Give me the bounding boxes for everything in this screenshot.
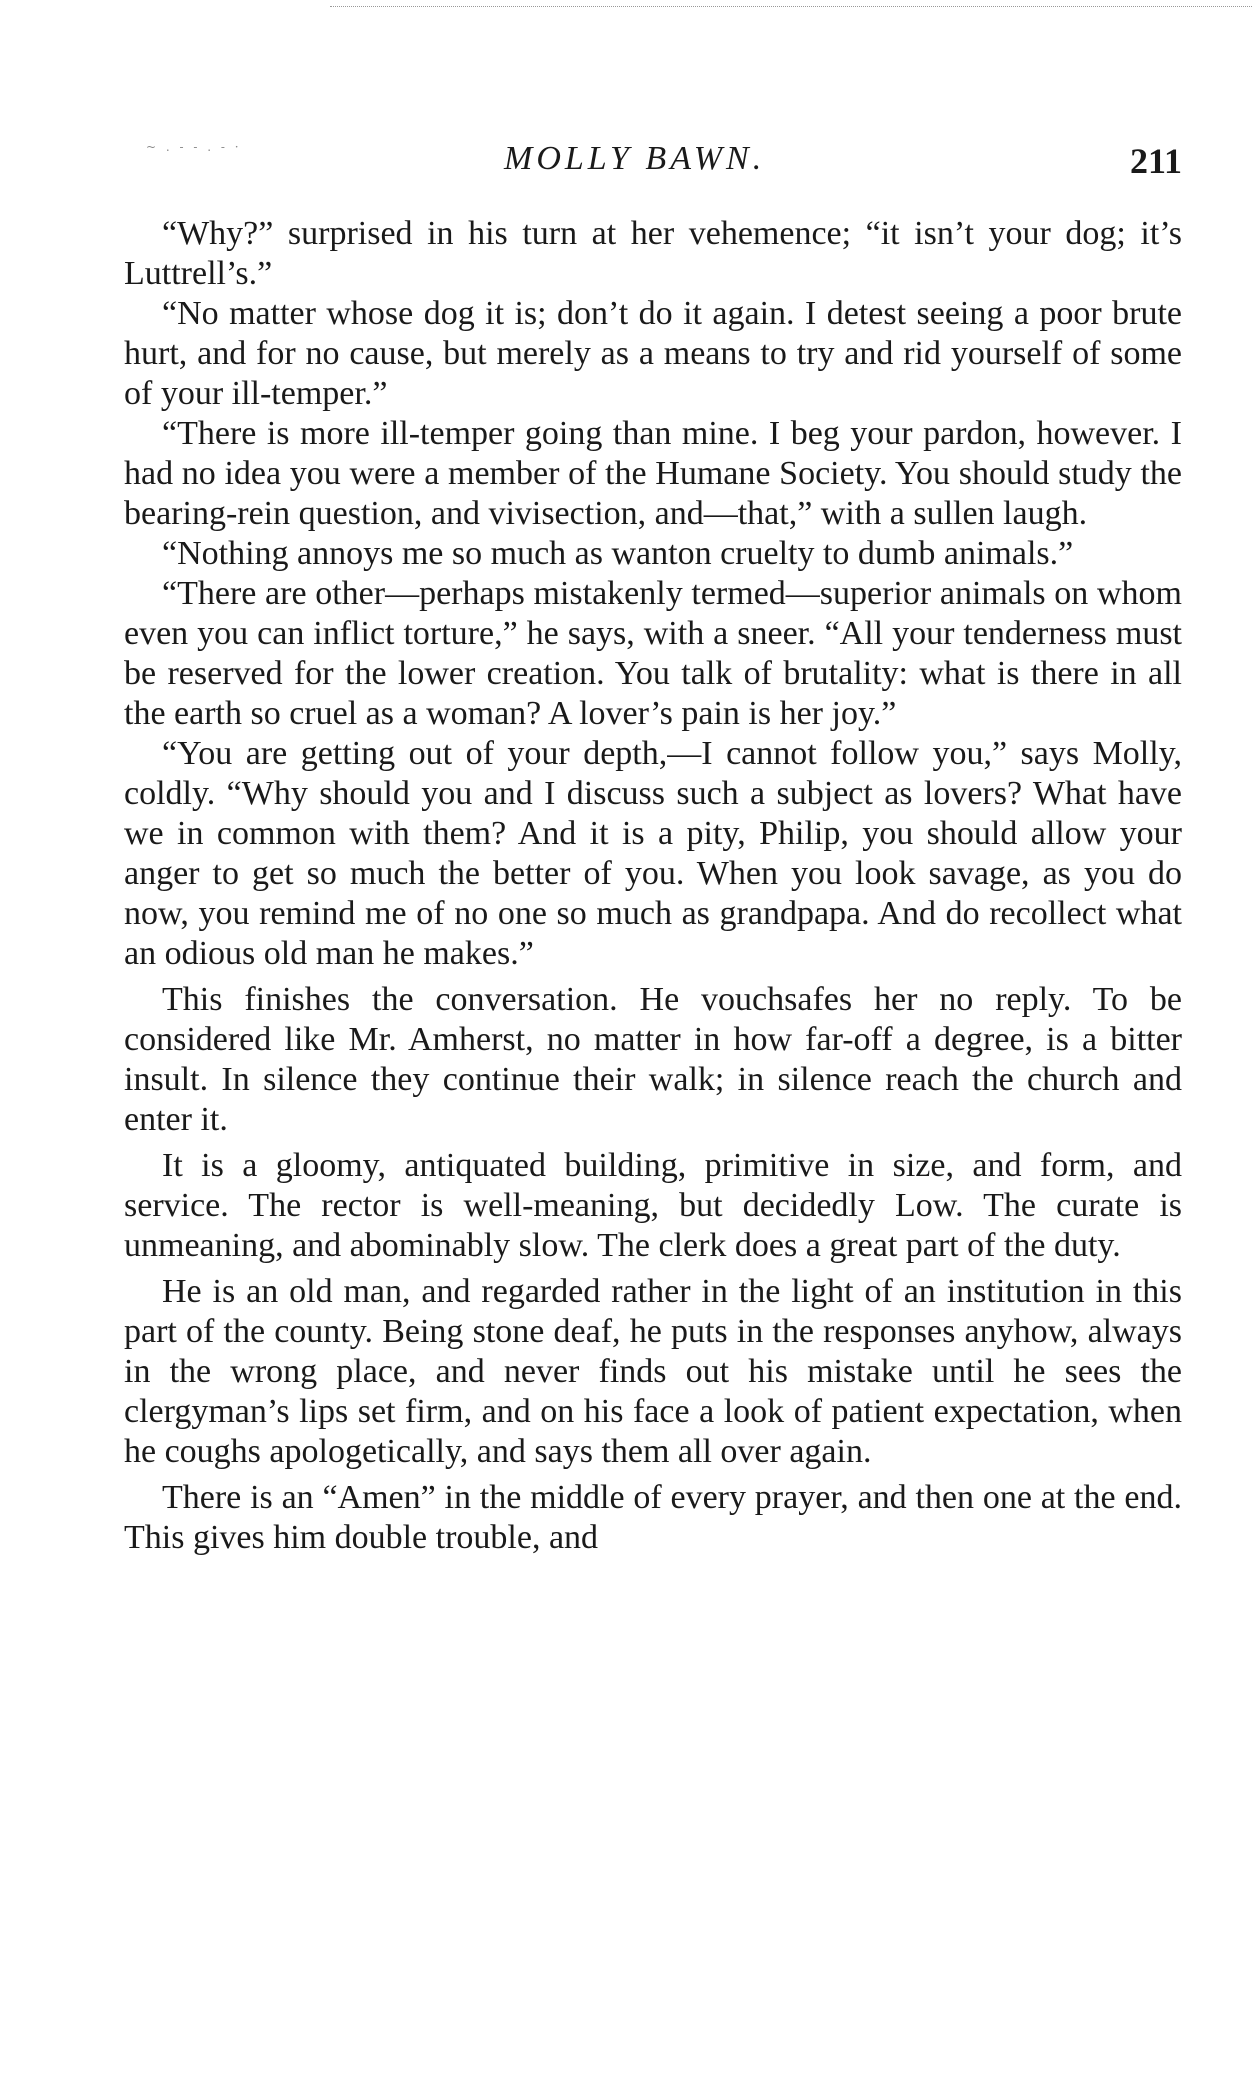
paragraph: “There is more ill-temper going than mine. I beg your pardon, however. I had no idea you were a member of the Humane Society. You should study the bearing-rein question, and vivisection, and—that,” with a sullen laugh. [124, 415, 1182, 532]
paragraph: There is an “Amen” in the middle of every prayer, and then one at the end. This gives him double trouble, and [124, 1479, 1182, 1556]
top-edge-rule [330, 6, 1252, 7]
header-stray-marks: ~ . - - . - · [146, 140, 242, 154]
page-number: 211 [1129, 141, 1182, 181]
paragraph: “You are getting out of your depth,—I cannot follow you,” says Molly, coldly. “Why should you and I discuss such a subject as lovers? What have we in common with them? And it is a pity, Philip, you should allow your anger to get so much the better of you. When you look savage, as you do now, you remind me of no one so much as grandpapa. And do recollect what an odious old man he makes.” [124, 735, 1182, 972]
paragraph: “Nothing annoys me so much as wanton cruelty to dumb animals.” [162, 535, 1074, 572]
paragraph: This finishes the conversation. He vouchsafes her no reply. To be considered like Mr. Amherst, no matter in how far-off a degree, is a bitter insult. In silence they continue their walk; in silence reach the church and enter it. [124, 981, 1182, 1138]
paragraph: He is an old man, and regarded rather in the light of an institution in this part of the county. Being stone deaf, he puts in the responses anyhow, always in the wrong place, and never finds out his mistake until he sees the clergyman’s lips set firm, and on his face a look of patient expectation, when he coughs apologetically, and says them all over again. [124, 1273, 1182, 1470]
page-header [124, 140, 1182, 190]
paragraph: “Why?” surprised in his turn at her vehemence; “it isn’t your dog; it’s Luttrell’s.” [124, 215, 1182, 292]
body-text [124, 214, 1182, 1558]
paragraph: It is a gloomy, antiquated building, primitive in size, and form, and service. The rector is well-meaning, but decidedly Low. The curate is unmeaning, and abominably slow. The clerk does a great part of the duty. [124, 1147, 1182, 1264]
running-title: MOLLY BAWN. [504, 140, 766, 177]
paragraph: “No matter whose dog it is; don’t do it again. I detest seeing a poor brute hurt, and for no cause, but merely as a means to try and rid yourself of some of your ill-temper.” [124, 295, 1182, 412]
paragraph: “There are other—perhaps mistakenly termed—superior animals on whom even you can inflict torture,” he says, with a sneer. “All your tenderness must be reserved for the lower creation. You talk of brutality: what is there in all the earth so cruel as a woman? A lover’s pain is her joy.” [124, 575, 1182, 732]
